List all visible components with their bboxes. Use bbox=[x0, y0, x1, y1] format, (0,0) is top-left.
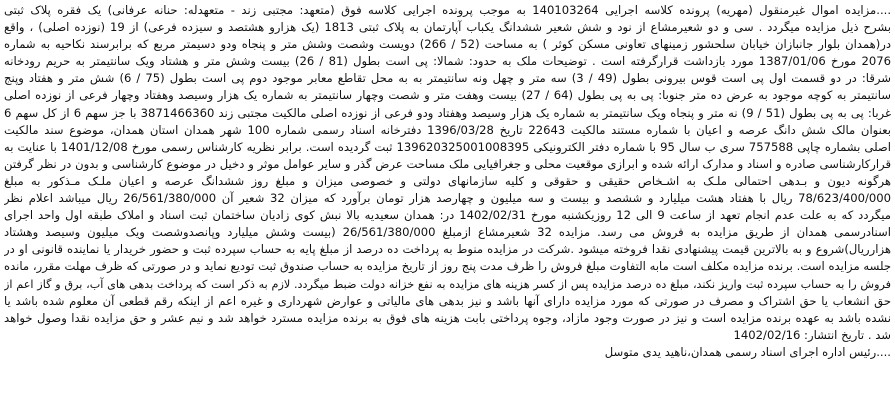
notice-line: هرگونه دیون و بـدهی احتمالی ملـک به اشـخاص حقیقی و حقوقی و کلیه سازمانهای دولتی و خصوصی میزان و مبلغ روز ششدانگ عرصه و اعیان ملـک مـذکور به مبلغ bbox=[4, 173, 891, 188]
notice-line: نشده باشد به عهده برنده مزایده است و نیز در صورت وجود مازاد، وجوه پرداختی بابت هزینه های فوق به برنده مزایده مسترد خواهد شد و نیم عشر و حق مزایده نقدا وصول خواهد bbox=[4, 310, 891, 325]
notice-line: میگردد که به علت عدم انجام تعهد از ساعت 9 الی 12 روزیکشنبه مورخ 1402/02/31 در: همدان سعیدیه بالا نبش کوی زادیان ساختمان ثبت اسناد و املاک طبقه اول واحد اجرای bbox=[4, 208, 891, 223]
notice-line: سانتیمتر به کوچه موجود به عرض ده متر جنوبا: پی به پی بطول (64 / 27) بیست وهفت متر و شصت وچهار سانتیمتر به شماره یک هزار وسیصد وهفتاد وچهار فرعی از نوزده اصلی bbox=[4, 88, 891, 103]
notice-line: در(همدان بلوار جانبازان خیابان سلحشور زمینهای تعاونی مسکن کوثر ) به مساحت (52 / 266) دویست وشصت وشش متر و پنجاه ودو دسیمتر مربع که برابرسند نکاحیه به شماره bbox=[4, 37, 891, 52]
notice-line: اصلی بشماره چاپی 757588 سری ب سال 95 با شماره دفتر الکترونیکی 139620325001008395 ثبت گردیده است. برابر نظریه کارشناس رسمی مورخ 1401/12/08 با عنایت به bbox=[4, 139, 891, 154]
auction-notice bbox=[4, 2, 891, 409]
notice-line: شرقا: در دو قسمت اول پی است قوس بیرونی بطول (49 / 3) سه متر و چهل ونه سانتیمتر به به محل تقاطع معابر موجود دوم پی است بطول (75 / 6) شش متر و هفتاد وپنج bbox=[4, 71, 891, 86]
notice-line: بعنوان مالک شش دانگ عرصه و اعیان با شماره مستند مالکیت 22643 تاریخ 1396/03/28 دفترخانه اسناد رسمی شماره 100 شهر همدان استان همدان، موضوع سند مالکیت bbox=[4, 122, 891, 137]
notice-line: غربا: پی به پی بطول (51 / 9) نه متر و پنجاه ویک سانتیمتر به شماره یک هزار وسیصد وهفتاد ودو فرعی از نوزده اصلی مالکیت مجتبی زند 3871466360 با جز سهم 6 از کل سهم 6 bbox=[4, 105, 891, 120]
notice-line: قرارکارشناسی صادره و اسناد و مدارک ارائه شده و ابرازی موقعیت محلی و جغرافیایی ملک مساحت عرض گذر و سایر عوامل موثر و دخیل در موضوع کارشناسی و بدون در نظر گرفتن bbox=[4, 156, 891, 171]
notice-line: 2076 مورخ 1387/01/06 مورد بازداشت قرارگرفته است . توضیحات ملک به حدود: شمالا: پی است بطول (81 / 26) بیست وشش متر و هشتاد ویک سانتیمتر به حریم رودخانه bbox=[4, 54, 891, 69]
notice-line: فروش را به حساب سپرده ثبت واریز نکند، مبلغ ده درصد مزایده پس از کسر هزینه های مزایده به نفع خزانه دولت ضبط میگردد. لازم به ذکر است که پرداخت بدهی های آب، برق و گاز اعم از bbox=[4, 277, 891, 291]
notice-line: هزارریال)شروع و به بالاترین قیمت پیشنهادی نقدا فروخته میشود .شرکت در مزایده منوط به پرداخت ده درصد از مبلغ پایه به حساب سپرده ثبت و حضور خریدار یا نماینده قانونی او در bbox=[4, 242, 891, 257]
notice-line: جلسه مزایده است. برنده مزایده مکلف است مابه التفاوت مبلغ فروش را ظرف مدت پنج روز از تاریخ مزایده به حساب صندوق ثبت تودیع نماید و در صورتی که ظرف مهلت مقرر، مانده bbox=[4, 259, 891, 274]
signature-line: ....رئیس اداره اجرای اسناد رسمی همدان،ناهید یدی متوسل bbox=[604, 344, 891, 359]
notice-line: بشرح ذیل مزایده میگردد . سی و دو شعیرمشاع از نود و شش شعیر ششدانگ یکباب آپارتمان به پلاک ثبتی 1813 (یک هزارو هشتصد و سیزده فرعی) از 19 (نوزده اصلی) ، واقع bbox=[4, 20, 891, 35]
notice-line: حق انشعاب یا حق اشتراک و مصرف در صورتی که مورد مزایده دارای آنها باشد و نیز بدهی های مالیاتی و عوارض شهرداری و غیره اعم از اینکه رقم قطعی آن معلوم شده باشد یا bbox=[4, 293, 891, 308]
notice-line: 78/623/400/000 ریال با هفتاد هشت میلیارد و ششصد و بیست و سه میلیون و چهارصد هزار تومان برآورد که میزان 32 شعیر آن 26/561/380/000 ریال میباشد اعلام نظر bbox=[4, 191, 891, 206]
publication-date-line: شد . تاریخ انتشار: 1402/02/16 bbox=[733, 327, 891, 342]
notice-line: ....مزایده اموال غیرمنقول (مهریه) پرونده کلاسه اجرایی 140103264 به موجب پرونده اجرایی کلاسه فوق (متعهد: مجتبی زند - متعهدله: حنانه عرفانی) یک فقره پلاک ثبتی bbox=[4, 3, 891, 17]
notice-line: اسنادرسمی همدان از طریق مزایده به فروش می رسد. مزایده 32 شعیرمشاع ازمبلغ 26/561/380/000 (بیست وشش میلیارد وپانصدوشصت ویک میلیون وسیصد وهشتاد bbox=[4, 225, 891, 240]
